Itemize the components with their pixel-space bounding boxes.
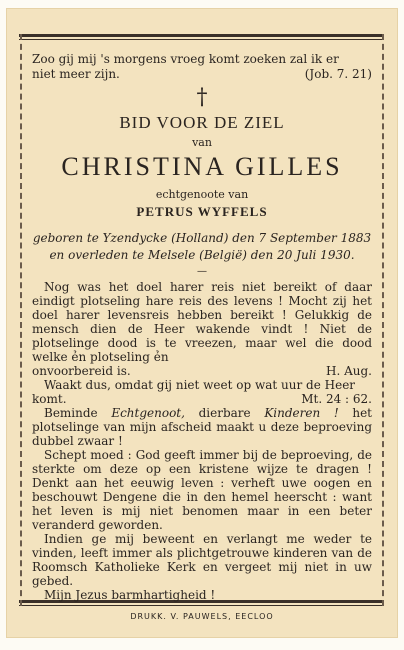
opening-verse [32, 52, 372, 82]
paragraph-1-last-line: onvoorbereid is. [32, 364, 131, 378]
deceased-name: CHRISTINA GILLES [61, 152, 343, 181]
death-line: en overleden te Melsele (België) den 20 Juli 1930. [49, 248, 355, 262]
verse-reference: (Job. 7. 21) [304, 67, 372, 81]
p3-end: het plotselinge van mijn afscheid maakt u deze beproeving dubbel zwaar ! [32, 406, 372, 448]
separator-dash: — [197, 266, 207, 277]
p3-mid: dierbare [184, 406, 265, 420]
paragraph-2-last-line: komt. [32, 392, 67, 406]
paragraph-5: Indien ge mij beweent en verlangt me weder te vinden, leeft immer als plichtgetrouwe kinderen van de Roomsch Katholieke Kerk en vergeet mij niet in uw gebed. [32, 532, 372, 588]
cross-icon: † [196, 85, 208, 110]
printer-imprint: DRUKK. V. PAUWELS, EECLOO [130, 612, 274, 621]
birth-death-dates [32, 230, 372, 264]
paragraph-1: Nog was het doel harer reis niet bereikt of daar eindigt plotseling hare reis des levens ! Mocht zij het doel harer levensreis hebben bereikt ! Gelukkig de mensch dien de Heer wakende vindt ! Niet de plotselinge dood is te vreezen, maar wel die dood welke ẻn plotseling ẻn [32, 280, 372, 364]
p3-emphasis-2: Kinderen ! [264, 406, 339, 420]
van-label: van [192, 136, 212, 149]
paragraph-2-reference: Mt. 24 : 62. [301, 392, 372, 406]
paragraph-3 [32, 406, 372, 448]
paragraph-4: Schept moed : God geeft immer bij de beproeving, de sterkte om deze op een kristene wijze te dragen ! Denkt aan het eeuwig leven : verheft uwe oogen en beschouwt Dengene die in den hemel heerscht : want het leven is mij niet benomen maar in een beter veranderd geworden. [32, 448, 372, 532]
p3-start: Beminde [44, 406, 112, 420]
paragraph-1-reference: H. Aug. [326, 364, 372, 378]
right-border-rule [382, 34, 384, 606]
verse-line-2-row [32, 67, 372, 82]
body-text [32, 280, 372, 602]
birth-line: geboren te Yzendycke (Holland) den 7 September 1883 [32, 231, 372, 245]
paragraph-6: Mijn Jezus barmhartigheid ! [44, 588, 216, 602]
prayer-heading: BID VOOR DE ZIEL [119, 113, 285, 132]
spouse-name: PETRUS WYFFELS [136, 204, 268, 219]
verse-line-2: niet meer zijn. [32, 67, 120, 81]
paragraph-2: Waakt dus, omdat gij niet weet op wat uur de Heer [44, 378, 356, 392]
verse-line-1: Zoo gij mij 's morgens vroeg komt zoeken zal ik er [32, 52, 339, 66]
p3-emphasis-1: Echtgenoot, [111, 406, 185, 420]
left-border-rule [20, 34, 22, 606]
spouse-relation-label: echtgenoote van [155, 188, 249, 201]
top-border-rule [19, 34, 383, 40]
paragraph-2-end [32, 392, 372, 406]
paragraph-1-end [32, 364, 372, 378]
